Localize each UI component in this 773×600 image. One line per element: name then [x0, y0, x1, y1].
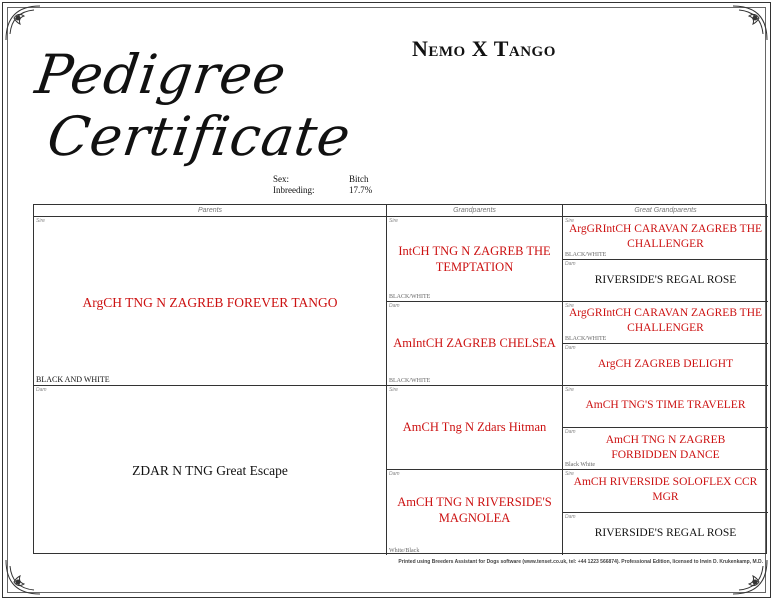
dog-name-title: Nemo X Tango — [412, 36, 556, 61]
grandparent-sd-color: BLACK/WHITE — [389, 378, 431, 384]
parent-sire-cell — [34, 217, 387, 386]
great-grandparent-dds-tag: Sire — [565, 471, 574, 477]
great-grandparent-sss-name: ArgGRIntCH CARAVAN ZAGREB THE CHALLENGER — [568, 223, 763, 250]
corner-ornament-bottom-left — [4, 558, 42, 596]
header-parents: Parents — [34, 205, 387, 217]
grandparent-ds-cell — [387, 386, 563, 470]
great-grandparent-dsd-name: AmCH TNG N ZAGREB FORBIDDEN DANCE — [605, 434, 726, 461]
grandparent-ss-name: IntCH TNG N ZAGREB THE TEMPTATION — [398, 244, 551, 275]
great-grandparent-dss-tag: Sire — [565, 387, 574, 393]
great-grandparent-sdd-tag: Dam — [565, 345, 576, 351]
inbreeding-label: Inbreeding: — [273, 185, 315, 195]
certificate-title-line2: Certificate — [43, 105, 355, 168]
great-grandparent-ssd-cell — [563, 260, 768, 302]
great-grandparent-sss-tag: Sire — [565, 218, 574, 224]
grandparent-ds-name: AmCH Tng N Zdars Hitman — [402, 420, 547, 434]
great-grandparent-ddd-name: RIVERSIDE'S REGAL ROSE — [594, 527, 737, 539]
header-great-grandparents: Great Grandparents — [563, 205, 768, 217]
great-grandparent-sdd-cell — [563, 344, 768, 386]
corner-ornament-top-left — [4, 4, 42, 42]
great-grandparent-sds-cell — [563, 302, 768, 344]
parent-sire-name: ArgCH TNG N ZAGREB FOREVER TANGO — [82, 295, 338, 310]
grandparent-dd-name: AmCH TNG N RIVERSIDE'S MAGNOLEA — [397, 495, 552, 526]
grandparent-sd-cell — [387, 302, 563, 386]
great-grandparent-ssd-name: RIVERSIDE'S REGAL ROSE — [594, 274, 737, 286]
header-grandparents: Grandparents — [387, 205, 563, 217]
inbreeding-value: 17.7% — [349, 185, 373, 195]
software-footer: Printed using Breeders Assistant for Dogs software (www.tenset.co.uk, tel: +44 1223 566874). Professional Edition, licensed to Irwin D. Krukenkamp, M.D. — [398, 559, 763, 565]
parent-dam-tag: Dam — [36, 387, 47, 393]
grandparent-dd-cell — [387, 470, 563, 555]
parent-dam-cell — [34, 386, 387, 555]
great-grandparent-dsd-cell — [563, 428, 768, 470]
great-grandparent-sdd-name: ArgCH ZAGREB DELIGHT — [597, 358, 734, 370]
grandparent-ds-tag: Sire — [389, 387, 398, 393]
grandparent-dd-color: White/Black — [389, 548, 420, 554]
great-grandparent-ssd-tag: Dam — [565, 261, 576, 267]
great-grandparent-sds-name: ArgGRIntCH CARAVAN ZAGREB THE CHALLENGER — [568, 307, 763, 334]
great-grandparent-dsd-color: Black White — [565, 462, 596, 468]
great-grandparent-sds-color: BLACK/WHITE — [565, 336, 607, 342]
sex-label: Sex: — [273, 174, 290, 184]
great-grandparent-ddd-cell — [563, 513, 768, 555]
certificate-title-line1: Pedigree — [31, 43, 291, 106]
parent-sire-color: BLACK AND WHITE — [36, 375, 110, 384]
grandparent-ss-cell — [387, 217, 563, 302]
great-grandparent-sss-color: BLACK/WHITE — [565, 252, 607, 258]
grandparent-ss-color: BLACK/WHITE — [389, 294, 431, 300]
grandparent-sd-tag: Dam — [389, 303, 400, 309]
great-grandparent-ddd-tag: Dam — [565, 514, 576, 520]
great-grandparent-sds-tag: Sire — [565, 303, 574, 309]
sex-value: Bitch — [349, 174, 369, 184]
pedigree-grid — [33, 204, 767, 554]
grandparent-sd-name: AmIntCH ZAGREB CHELSEA — [393, 336, 556, 350]
great-grandparent-dss-name: AmCH TNG'S TIME TRAVELER — [585, 399, 746, 411]
great-grandparent-dds-name: AmCH RIVERSIDE SOLOFLEX CCR MGR — [573, 476, 758, 503]
grandparent-ss-tag: Sire — [389, 218, 398, 224]
parent-sire-tag: Sire — [36, 218, 45, 224]
corner-ornament-top-right — [731, 4, 769, 42]
great-grandparent-dss-cell — [563, 386, 768, 428]
grandparent-dd-tag: Dam — [389, 471, 400, 477]
parent-dam-name: ZDAR N TNG Great Escape — [132, 463, 288, 478]
great-grandparent-dds-cell — [563, 470, 768, 513]
great-grandparent-sss-cell — [563, 217, 768, 260]
great-grandparent-dsd-tag: Dam — [565, 429, 576, 435]
